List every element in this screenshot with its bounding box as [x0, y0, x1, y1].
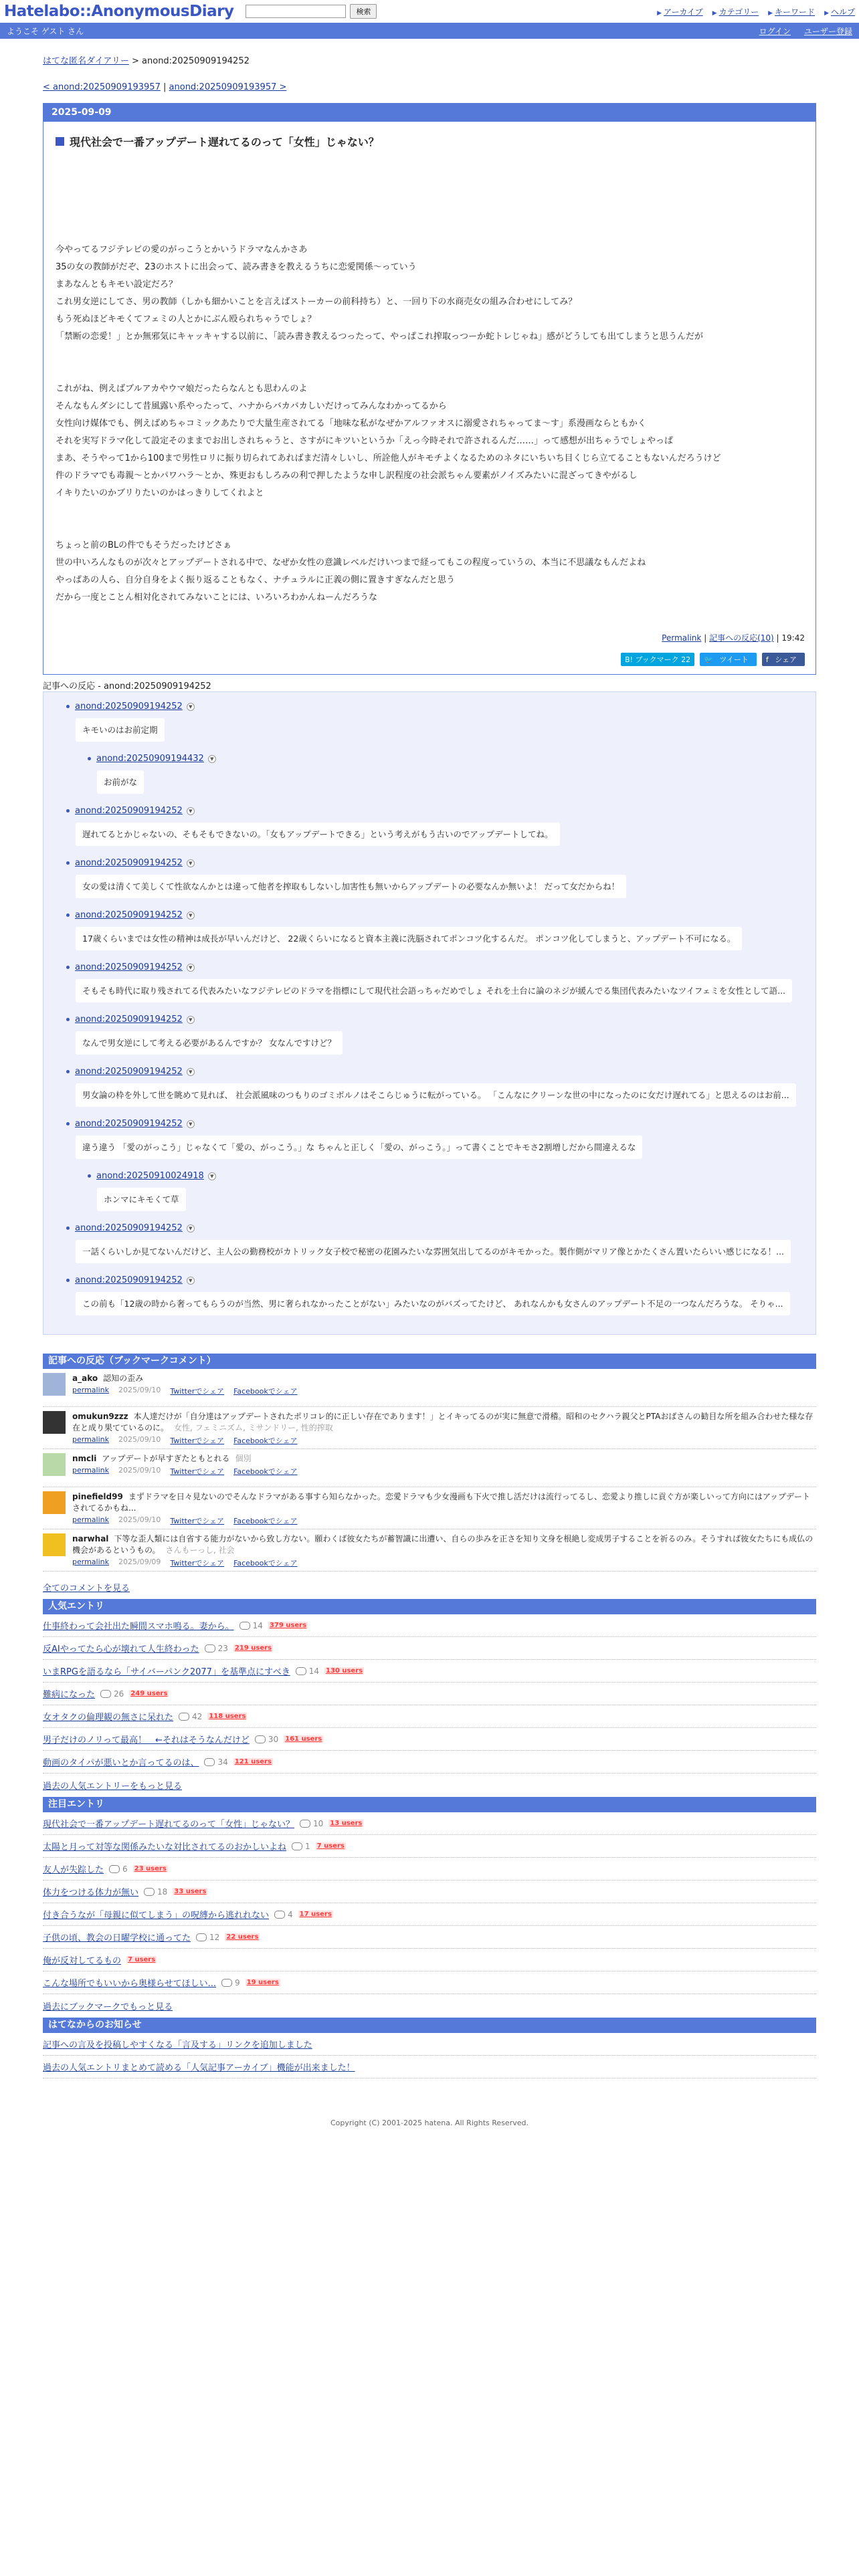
bookmark-date: 2025/09/10: [118, 1435, 161, 1444]
users-badge[interactable]: 22 users: [226, 1933, 259, 1941]
reaction-text: 遅れてるとかじゃないの、そもそもできないの。「女もアップデートできる」という考えがもう古いのでアップデートしてね。: [76, 823, 560, 846]
bullet-icon: [66, 809, 70, 813]
comment-icon: [196, 1933, 207, 1941]
breadcrumb: はてな匿名ダイアリー > anond:20250909194252: [43, 56, 250, 66]
bookmark-tags: 個別: [235, 1454, 252, 1463]
bookmark-body: [72, 1411, 816, 1446]
entry-list-item: [43, 1949, 816, 1971]
bookmark-user[interactable]: pinefield99: [72, 1492, 123, 1501]
reaction-link[interactable]: anond:20250909194252: [75, 962, 183, 972]
reaction-text: 一話くらいしか見てないんだけど、主人公の勤務校がカトリック女子校で秘密の花園みたいな雰囲気出してるのがキモかった。製作側がマリア像とかたくさん置いたらいい感じになる！...: [76, 1240, 791, 1263]
users-badge[interactable]: 121 users: [234, 1758, 272, 1765]
entry: [43, 103, 816, 675]
users-badge[interactable]: 19 users: [246, 1979, 279, 1986]
reaction-item: [76, 962, 816, 1009]
reaction-item: [76, 858, 816, 905]
triangle-icon: ▶: [824, 9, 829, 17]
twitter-share-link[interactable]: Twitterでシェア: [170, 1517, 225, 1525]
bookmark-section-title: 記事への反応（ブックマークコメント）: [43, 1354, 816, 1369]
reactions-tree: [43, 691, 816, 1335]
entry-list-title[interactable]: 女オタクの倫理観の無さに呆れた: [43, 1713, 174, 1723]
comment-icon: [221, 1979, 232, 1987]
attention-more-link[interactable]: 過去にブックマークでもっと見る: [43, 2002, 173, 2012]
users-badge[interactable]: 379 users: [269, 1622, 306, 1629]
avatar[interactable]: [43, 1373, 66, 1396]
nav-category[interactable]: ▶ カテゴリー: [712, 7, 759, 17]
entry-line: 件のドラマでも毒親～とかパワハラ～とか、殊更おもしろみの利で押したような申し訳程度の社会派ちゃん要素がノイズみたいに混ざってきやがるし: [56, 471, 638, 481]
reaction-link[interactable]: anond:20250910024918: [96, 1171, 204, 1181]
top-bar: [0, 0, 859, 23]
reaction-header: [76, 1014, 816, 1025]
bookmark-tags: 女性, フェミニズム, ミサンドリー, 性的搾取: [174, 1423, 333, 1432]
triangle-icon: ▶: [712, 9, 717, 17]
reaction-header: [76, 702, 816, 712]
share-buttons: [43, 653, 816, 666]
bookmark-user[interactable]: nmcli: [72, 1454, 97, 1463]
comment-count-value: 6: [122, 1864, 128, 1874]
prev-next-nav: < anond:20250909193957 | anond:20250909193957 >: [43, 82, 287, 92]
news-item: [43, 2033, 816, 2056]
entry-line: だから一度とことん相対化されてみないことには、いろいろわかんねーんだろうな: [56, 593, 378, 603]
bullet-icon: [88, 757, 91, 760]
login-link[interactable]: ログイン: [759, 26, 791, 36]
comment-count: [240, 1621, 263, 1630]
bookmark-row: [43, 1449, 816, 1487]
bullet-icon: [66, 966, 70, 969]
bookmark-row: [43, 1529, 816, 1572]
comment-icon: [274, 1911, 285, 1919]
comment-count: [296, 1667, 319, 1676]
square-icon: [56, 137, 64, 146]
entry-list-item: [43, 1660, 816, 1683]
prev-link[interactable]: < anond:20250909193957: [43, 82, 161, 92]
entry-list-title[interactable]: 付き合うなが「母親に似てしまう」の呪縛から逃れれない: [43, 1911, 270, 1921]
reaction-header: [97, 1171, 816, 1181]
bullet-icon: [66, 861, 70, 865]
facebook-share-link[interactable]: Facebookでシェア: [233, 1436, 298, 1445]
users-badge[interactable]: 118 users: [209, 1713, 246, 1720]
bookmark-permalink[interactable]: permalink: [72, 1466, 109, 1475]
expand-icon[interactable]: ▼: [187, 1120, 195, 1128]
bookmark-text: [72, 1373, 298, 1384]
reaction-item: [76, 1119, 816, 1218]
comment-icon: [205, 1644, 215, 1652]
reaction-header: [76, 1223, 816, 1233]
bookmark-meta: [72, 1558, 816, 1568]
comment-count-value: 10: [312, 1818, 324, 1828]
bookmark-list: [43, 1369, 816, 1572]
reaction-link[interactable]: anond:20250909194252: [75, 702, 183, 712]
nav-help[interactable]: ▶ ヘルプ: [824, 7, 855, 17]
reaction-link[interactable]: anond:20250909194252: [75, 806, 183, 816]
entry-list-title[interactable]: 難病になった: [43, 1690, 96, 1700]
reaction-link[interactable]: anond:20250909194252: [75, 1119, 183, 1129]
comment-icon: [296, 1667, 306, 1675]
entry-paragraph: [56, 537, 803, 607]
search-form: [246, 4, 377, 19]
reaction-header: [97, 754, 816, 764]
comment-icon: [292, 1842, 302, 1850]
comment-icon: [109, 1865, 120, 1873]
facebook-share-link[interactable]: Facebookでシェア: [233, 1467, 298, 1476]
entry-list-item: [43, 1858, 816, 1881]
expand-icon[interactable]: ▼: [187, 1016, 195, 1024]
entry-time: 19:42: [781, 633, 805, 643]
breadcrumb-current: anond:20250909194252: [142, 56, 250, 66]
entry-list-title[interactable]: いまRPGを語るなら「サイバーパンク2077」を基準点にすべき: [43, 1667, 290, 1677]
bookmark-body: [72, 1533, 816, 1568]
entry-paragraph: [56, 241, 803, 346]
reaction-text: 男女論の枠を外して世を眺めて見れば、 社会派風味のつもりのゴミボルノはそこらじゅうに転がっている。 「こんなにクリーンな世の中になったのに女だけ遅れてる」と思えるのはお前...: [76, 1083, 796, 1107]
entry-list-item: [43, 1751, 816, 1774]
facebook-share-link[interactable]: Facebookでシェア: [233, 1387, 298, 1396]
facebook-share-link[interactable]: Facebookでシェア: [233, 1559, 298, 1568]
next-link[interactable]: anond:20250909193957 >: [169, 82, 287, 92]
reaction-link[interactable]: anond:20250909194252: [75, 910, 183, 920]
news-list: [43, 2033, 816, 2078]
comment-count-value: 23: [217, 1643, 228, 1653]
news-section-title: はてなからのお知らせ: [43, 2018, 816, 2033]
entry-line: これがね、例えばブルアカやウマ娘だったらなんとも思わんのよ: [56, 384, 308, 394]
comment-count: [221, 1978, 240, 1988]
entry-line: まあなんともキモい設定だろ？: [56, 280, 178, 290]
entry-line: やっぱあの人ら、自分自身をよく振り返ることもなく、ナチュラルに正義の側に置きすぎなんだと思う: [56, 575, 455, 585]
bookmark-date: 2025/09/09: [118, 1558, 161, 1566]
comment-icon: [255, 1735, 266, 1743]
entry-list-item: [43, 1812, 816, 1835]
reaction-header: [76, 858, 816, 868]
entry-list-title[interactable]: 友人が失踪した: [43, 1865, 104, 1875]
comment-count: [255, 1735, 278, 1744]
expand-icon[interactable]: ▼: [187, 859, 195, 867]
copyright: Copyright (C) 2001-2025 hatena. All Rights Reserved.: [330, 2119, 529, 2127]
entry-list-item: [43, 1614, 816, 1637]
reaction-item: [97, 1171, 816, 1218]
users-badge[interactable]: 161 users: [285, 1735, 322, 1743]
users-badge[interactable]: 17 users: [299, 1911, 332, 1918]
site-logo[interactable]: Hatelabo::AnonymousDiary: [4, 3, 234, 20]
reaction-header: [76, 1067, 816, 1077]
welcome-text: ようこそ ゲスト さん: [7, 26, 84, 36]
bookmark-tags: さんもーっし, 社会: [165, 1545, 235, 1555]
reaction-text: この前も「12歳の時から奢ってもらうのが当然、男に奢られなかったことがない」みたいなのがバズってたけど、 あれなんかも女さんのアップデート不足の一つなんだろうな。 そりゃ...: [76, 1292, 790, 1315]
expand-icon[interactable]: ▼: [187, 1277, 195, 1285]
reaction-item: [76, 702, 816, 800]
bullet-icon: [88, 1174, 91, 1178]
bookmark-comment: まずドラマを日々見ないのでそんなドラマがある事すら知らなかった。恋愛ドラマも少女漫画も下火で推し活だけは流行ってるし、恋愛より推しに貢ぐ方が楽しいって方向にはアップデートされてるかもね...: [72, 1492, 810, 1513]
entry-list-title[interactable]: 反AIやってたら心が壊れて人生終わった: [43, 1644, 199, 1654]
reaction-header: [76, 962, 816, 972]
popular-list: [43, 1614, 816, 1774]
comment-count-value: 14: [252, 1620, 263, 1630]
search-input[interactable]: [246, 5, 346, 18]
popular-more-wrap: [43, 1779, 816, 1792]
entry-line: これ男女逆にしてさ、男の教師（しかも細かいことを言えばストーカーの前科持ち）と、一回り下の水商売女の組み合わせにしてみ？: [56, 297, 577, 307]
bookmark-meta: [72, 1386, 298, 1396]
news-item: [43, 2056, 816, 2078]
entry-list-item: [43, 1683, 816, 1705]
expand-icon[interactable]: ▼: [187, 807, 195, 815]
users-badge[interactable]: 130 users: [325, 1667, 363, 1675]
comment-icon: [240, 1622, 250, 1630]
reaction-text: 違う違う 「愛のがっこう」じゃなくて「愛の、がっこう。」な ちゃんと正しく「愛の、がっこう。」って書くことでキモさ2割増しだから間違えるな: [76, 1136, 642, 1159]
comment-count-value: 4: [288, 1909, 293, 1919]
bookmark-meta: [72, 1435, 816, 1446]
entry-list-title[interactable]: 太陽と月って対等な関係みたいな対比されてるのおかしいよね: [43, 1842, 287, 1852]
comment-icon: [100, 1690, 111, 1698]
news-link[interactable]: 記事への言及を投稿しやすくなる「言及する」リンクを追加しました: [43, 2040, 312, 2050]
bullet-icon: [66, 705, 70, 708]
bullet-icon: [66, 914, 70, 917]
comment-icon: [204, 1758, 215, 1766]
comment-count-value: 26: [114, 1689, 124, 1699]
entry-line: 今やってるフジテレビの愛のがっこうとかいうドラマなんかさあ: [56, 245, 308, 255]
bookmark-body: [72, 1373, 298, 1404]
reaction-header: [76, 910, 816, 920]
bookmark-meta: [72, 1466, 298, 1477]
reaction-text: なんで男女逆にして考える必要があるんですか？ 女なんですけど？: [76, 1031, 343, 1055]
users-badge[interactable]: 23 users: [134, 1865, 167, 1872]
reaction-text: ホンマにキモくて草: [97, 1188, 186, 1211]
reaction-item: [97, 754, 816, 800]
entry-body: [43, 241, 816, 607]
attention-section-title: 注目エントリ: [43, 1797, 816, 1812]
avatar[interactable]: [43, 1491, 66, 1514]
expand-icon[interactable]: ▼: [187, 703, 195, 711]
reactions-title: 記事への反応 - anond:20250909194252: [43, 681, 211, 691]
expand-icon[interactable]: ▼: [208, 755, 216, 763]
expand-icon[interactable]: ▼: [187, 1224, 195, 1232]
entry-list-title[interactable]: 動画のタイパが悪いとか言ってるのは、: [43, 1758, 199, 1768]
bookmark-permalink[interactable]: permalink: [72, 1386, 109, 1394]
comment-count: [196, 1933, 219, 1942]
news-link[interactable]: 過去の人気エントリまとめて読める「人気記事アーカイブ」機能が出来ました！: [43, 2063, 355, 2073]
comment-icon: [300, 1820, 310, 1828]
comment-count-value: 30: [268, 1734, 279, 1744]
reaction-text: キモいのはお前定期: [76, 718, 165, 742]
comment-count: [100, 1689, 124, 1699]
avatar[interactable]: [43, 1533, 66, 1556]
bookmark-text: [72, 1491, 816, 1514]
comment-count-value: 18: [157, 1887, 168, 1897]
reaction-header: [76, 1275, 816, 1285]
entry-list-title[interactable]: 俺が反対してるもの: [43, 1956, 122, 1966]
twitter-share-link[interactable]: Twitterでシェア: [170, 1436, 225, 1445]
comment-count-value: 9: [235, 1977, 240, 1988]
bookmark-comment: 下等な歪人類には自省する能力がないから致し方ない。願わくば彼女たちが蓄智識に出遭い、自らの歩みを正さを知り文身を根絶し変成男子することを祈るのみ。そうすれば彼女たちにも成仏の機会があるというもの。: [72, 1534, 814, 1555]
comment-count-value: 34: [217, 1757, 228, 1767]
reaction-header: [76, 806, 816, 816]
bookmark-date: 2025/09/10: [118, 1386, 161, 1394]
attention-more-wrap: [43, 2000, 816, 2012]
users-badge[interactable]: 219 users: [234, 1644, 272, 1652]
reaction-text: 女の愛は清くて美しくて性欲なんかとは違って他者を搾取もしないし加害性も無いからアップデートの必要なんか無いよ！ だって女だからね！: [76, 875, 626, 898]
entry-line: 35の女の教師がだぞ、23のホストに出会って、読み書きを教えるうちに恋愛関係～っていう: [56, 262, 417, 272]
bookmark-permalink[interactable]: permalink: [72, 1558, 109, 1566]
entry-list-item: [43, 1835, 816, 1858]
comment-count: [274, 1910, 293, 1919]
bookmark-text: [72, 1533, 816, 1556]
entry-list-title[interactable]: 仕事終わって会社出た瞬間スマホ鳴る。妻から。: [43, 1622, 234, 1632]
comment-count: [204, 1757, 227, 1767]
entry-list-item: [43, 1705, 816, 1728]
facebook-share-button[interactable]: f シェア: [762, 653, 805, 666]
attention-list: [43, 1812, 816, 1994]
entry-line: まあ、そうやって1から100まで男性ロリに振り切られてあればまだ清々しいし、所詮他人がキモチよくなるためのネタにいちいち目くじら立てることもないんだろうけど: [56, 453, 721, 463]
entry-list-title[interactable]: 子供の頃、教会の日曜学校に通ってた: [43, 1933, 191, 1943]
reaction-text: 17歳くらいまでは女性の精神は成長が早いんだけど、 22歳くらいになると資本主義に洗脳されてポンコツ化するんだ。 ポンコツ化してしまうと、アップデート不可になる。: [76, 927, 742, 950]
permalink[interactable]: Permalink: [662, 633, 702, 643]
bookmark-user[interactable]: omukun9zzz: [72, 1412, 128, 1421]
entry-list-item: [43, 1926, 816, 1949]
comment-count-value: 14: [308, 1666, 319, 1676]
breadcrumb-home[interactable]: はてな匿名ダイアリー: [43, 56, 129, 66]
entry-line: 「禁断の恋愛！」とか無邪気にキャッキャする以前に、「読み書き教えるつったって、やっぱこれ搾取っつーか蛇トレじゃね」感がどうしても出てしまうと思うんだが: [56, 332, 703, 342]
entry-list-title[interactable]: こんな場所でもいいから奥様らせてほしい...: [43, 1979, 217, 1989]
facebook-share-link[interactable]: Facebookでシェア: [233, 1517, 298, 1525]
users-badge[interactable]: 13 users: [330, 1820, 363, 1827]
entry-list-item: [43, 1971, 816, 1994]
bullet-icon: [66, 1279, 70, 1282]
bookmark-body: [72, 1453, 298, 1484]
entry-title: 現代社会で一番アップデート遅れてるのって「女性」じゃない？: [56, 134, 816, 149]
reaction-link[interactable]: anond:20250909194252: [75, 1014, 183, 1025]
register-link[interactable]: ユーザー登録: [803, 26, 852, 36]
reaction-link[interactable]: anond:20250909194252: [75, 1275, 183, 1285]
entry-list-title[interactable]: 男子だけのノリって最高！ ←それはそうなんだけど: [43, 1735, 250, 1745]
users-badge[interactable]: 7 users: [316, 1842, 345, 1850]
search-button[interactable]: 検索: [350, 4, 377, 19]
bookmark-date: 2025/09/10: [118, 1466, 161, 1475]
nav-keyword[interactable]: ▶ キーワード: [768, 7, 816, 17]
entry-list-item: [43, 1903, 816, 1926]
comment-count: [109, 1864, 128, 1874]
reaction-link[interactable]: anond:20250909194252: [75, 858, 183, 868]
expand-icon[interactable]: ▼: [187, 964, 195, 972]
expand-icon[interactable]: ▼: [208, 1172, 216, 1180]
bookmark-permalink[interactable]: permalink: [72, 1515, 109, 1524]
entry-line: 世の中いろんなものが次々とアップデートされる中で、なぜか女性の意識レベルだけいつまで経ってもこの程度っていうの、本当に不思議なもんだよね: [56, 558, 646, 568]
expand-icon[interactable]: ▼: [187, 911, 195, 920]
triangle-icon: ▶: [657, 9, 662, 17]
bullet-icon: [66, 1070, 70, 1073]
all-comments-link-wrap: [43, 1581, 816, 1594]
main-content: [43, 53, 816, 2127]
entry-list-item: [43, 1637, 816, 1660]
expand-icon[interactable]: ▼: [187, 1068, 195, 1076]
twitter-share-link[interactable]: Twitterでシェア: [170, 1559, 225, 1568]
bookmark-meta: [72, 1515, 816, 1526]
bookmark-comment: アップデートが早すぎたともとれる: [102, 1454, 230, 1463]
reactions-count-link[interactable]: 記事への反応(10): [709, 633, 774, 643]
welcome-bar: [0, 23, 859, 39]
all-comments-link[interactable]: 全てのコメントを見る: [43, 1584, 130, 1594]
reaction-item: [76, 806, 816, 853]
comment-count: [300, 1819, 323, 1828]
comment-icon: [179, 1713, 189, 1721]
bookmark-comment: 認知の歪み: [103, 1374, 144, 1383]
entry-paragraph: [56, 381, 803, 502]
reaction-item: [76, 1223, 816, 1270]
reaction-link[interactable]: anond:20250909194432: [96, 754, 204, 764]
users-badge[interactable]: 249 users: [130, 1690, 168, 1697]
bookmark-user[interactable]: a_ako: [72, 1374, 98, 1383]
hatena-bookmark-button[interactable]: B! ブックマーク 22: [621, 653, 694, 666]
bookmark-permalink[interactable]: permalink: [72, 1435, 109, 1444]
comment-count: [179, 1712, 202, 1721]
bookmark-row: [43, 1487, 816, 1529]
comment-count-value: 42: [192, 1711, 203, 1721]
nav-archive[interactable]: ▶ アーカイブ: [657, 7, 703, 17]
entry-list-title[interactable]: 現代社会で一番アップデート遅れてるのって「女性」じゃない？: [43, 1820, 294, 1830]
comment-count: [292, 1842, 310, 1851]
avatar[interactable]: [43, 1411, 66, 1434]
entry-line: 女性向け媒体でも、例えばめちゃコミックあたりで大量生産されてる「地味な私がなぜかアルファオスに溺愛されちゃってま～す」系漫画ならともかく: [56, 419, 646, 429]
entry-list-title[interactable]: 体力をつける体力が無い: [43, 1888, 139, 1898]
reaction-link[interactable]: anond:20250909194252: [75, 1223, 183, 1233]
reaction-item: [76, 1067, 816, 1113]
users-badge[interactable]: 7 users: [128, 1956, 156, 1963]
comment-count-value: 1: [305, 1841, 310, 1851]
reaction-header: [76, 1119, 816, 1129]
bookmark-text: [72, 1411, 816, 1434]
twitter-share-button[interactable]: 🐦 ツイート: [700, 653, 757, 666]
entry-list-item: [43, 1881, 816, 1903]
comment-count: [144, 1887, 167, 1897]
twitter-share-link[interactable]: Twitterでシェア: [170, 1467, 225, 1476]
entry-line: それを実写ドラマ化して設定そのままでお出しされちゃうと、さすがにキツいというか「えっ今時それで許されるんだ……」って感想が出ちゃうでしょやっぱ: [56, 436, 674, 446]
bookmark-row: [43, 1407, 816, 1449]
entry-line: もう死ぬほどキモくてフェミの人とかにぶん殴られちゃうでしょ？: [56, 314, 316, 324]
entry-footer: Permalink | 記事への反応(10) | 19:42: [662, 633, 805, 643]
top-nav: [657, 6, 855, 17]
reaction-text: お前がな: [97, 770, 144, 794]
reaction-link[interactable]: anond:20250909194252: [75, 1067, 183, 1077]
bookmark-body: [72, 1491, 816, 1526]
entry-date: 2025-09-09: [43, 104, 816, 122]
avatar[interactable]: [43, 1453, 66, 1476]
reaction-item: [76, 1014, 816, 1061]
reaction-item: [76, 910, 816, 957]
twitter-share-link[interactable]: Twitterでシェア: [170, 1387, 225, 1396]
comment-count: [205, 1644, 228, 1653]
bookmark-comment: 本人達だけが「自分達はアップデートされたポリコレ的に正しい存在であります！」とイキってるのが実に無意で滑稽。昭和のセクハラ親父とPTAおばさんの勧目な所を組み合わせた様な存在と成り果てているのに。: [72, 1412, 814, 1432]
entry-list-item: [43, 1728, 816, 1751]
entry-line: イキりたいのかブリりたいのかはっきりしてくれよと: [56, 488, 264, 498]
bookmark-text: [72, 1453, 298, 1465]
bullet-icon: [66, 1226, 70, 1230]
popular-more-link[interactable]: 過去の人気エントリーをもっと見る: [43, 1782, 183, 1792]
reaction-text: そもそも時代に取り残されてる代表みたいなフジテレビのドラマを指標にして現代社会語っちゃだめでしょ それを土台に論のネジが緩んでる集団代表みたいなツイフェミを女性として語...: [76, 979, 792, 1002]
reaction-item: [76, 1275, 816, 1322]
bullet-icon: [66, 1018, 70, 1021]
bookmark-user[interactable]: narwhal: [72, 1534, 109, 1543]
bookmark-date: 2025/09/10: [118, 1515, 161, 1524]
entry-line: ちょっと前のBLの件でもそうだったけどさぁ: [56, 540, 232, 550]
triangle-icon: ▶: [768, 9, 773, 17]
entry-line: そんなもんダシにして昔風露い系やったって、ハナからバカバカしいだけってみんなわかってるから: [56, 401, 447, 411]
popular-section-title: 人気エントリ: [43, 1599, 816, 1614]
comment-icon: [144, 1888, 155, 1896]
users-badge[interactable]: 33 users: [174, 1888, 207, 1895]
bullet-icon: [66, 1122, 70, 1125]
bookmark-row: [43, 1369, 816, 1407]
comment-count-value: 12: [209, 1932, 220, 1942]
